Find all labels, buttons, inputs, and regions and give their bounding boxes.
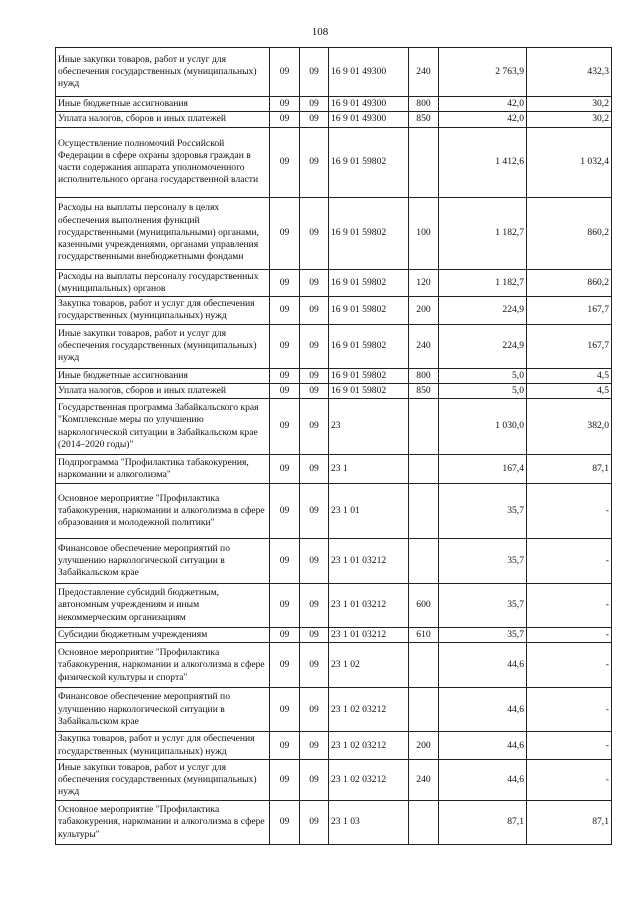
amount-approved-cell: 224,9 [439, 297, 527, 325]
amount-executed-cell: - [527, 732, 612, 760]
amount-executed-cell: 860,2 [527, 269, 612, 297]
section-code-cell: 09 [270, 48, 300, 97]
target-article-cell: 16 9 01 49300 [329, 48, 409, 97]
table-row [56, 643, 612, 688]
expense-type-cell: 600 [409, 584, 439, 628]
target-article-cell: 23 1 [329, 455, 409, 484]
subsection-code-cell: 09 [300, 539, 329, 584]
amount-approved-cell: 44,6 [439, 732, 527, 760]
subsection-code-cell: 09 [300, 643, 329, 688]
table-row [56, 127, 612, 197]
amount-executed-cell: 30,2 [527, 112, 612, 127]
amount-approved-cell: 87,1 [439, 800, 527, 844]
table-row [56, 324, 612, 368]
subsection-code-cell: 09 [300, 269, 329, 297]
expense-type-cell: 200 [409, 732, 439, 760]
table-row [56, 584, 612, 628]
section-code-cell: 09 [270, 455, 300, 484]
expense-type-cell: 240 [409, 759, 439, 800]
table-row [56, 269, 612, 297]
target-article-cell: 23 1 02 03212 [329, 759, 409, 800]
amount-executed-cell: 167,7 [527, 324, 612, 368]
section-code-cell: 09 [270, 197, 300, 269]
amount-approved-cell: 42,0 [439, 97, 527, 112]
amount-executed-cell: - [527, 484, 612, 539]
target-article-cell: 23 1 03 [329, 800, 409, 844]
target-article-cell: 23 1 02 03212 [329, 688, 409, 732]
section-code-cell: 09 [270, 643, 300, 688]
expense-type-cell [409, 539, 439, 584]
table-row [56, 368, 612, 383]
section-code-cell: 09 [270, 628, 300, 643]
expense-type-cell: 240 [409, 48, 439, 97]
section-code-cell: 09 [270, 324, 300, 368]
amount-approved-cell: 44,6 [439, 643, 527, 688]
amount-approved-cell: 1 182,7 [439, 269, 527, 297]
budget-table [55, 47, 612, 845]
section-code-cell: 09 [270, 759, 300, 800]
amount-executed-cell: 382,0 [527, 399, 612, 455]
table-row [56, 484, 612, 539]
row-name-cell: Предоставление субсидий бюджетным, автономным учреждениям и иным некоммерческим организациям [56, 584, 270, 628]
table-row [56, 297, 612, 325]
section-code-cell: 09 [270, 484, 300, 539]
page-number: 108 [311, 26, 329, 38]
target-article-cell: 23 1 01 [329, 484, 409, 539]
target-article-cell: 16 9 01 59802 [329, 383, 409, 398]
amount-executed-cell: - [527, 584, 612, 628]
amount-executed-cell: 1 032,4 [527, 127, 612, 197]
table-row [56, 197, 612, 269]
amount-executed-cell: 432,3 [527, 48, 612, 97]
row-name-cell: Иные закупки товаров, работ и услуг для обеспечения государственных (муниципальных) нужд [56, 48, 270, 97]
expense-type-cell [409, 643, 439, 688]
row-name-cell: Уплата налогов, сборов и иных платежей [56, 112, 270, 127]
expense-type-cell: 800 [409, 97, 439, 112]
subsection-code-cell: 09 [300, 759, 329, 800]
target-article-cell: 23 1 02 03212 [329, 732, 409, 760]
section-code-cell: 09 [270, 368, 300, 383]
row-name-cell: Иные закупки товаров, работ и услуг для обеспечения государственных (муниципальных) нужд [56, 759, 270, 800]
amount-approved-cell: 44,6 [439, 759, 527, 800]
section-code-cell: 09 [270, 112, 300, 127]
amount-approved-cell: 5,0 [439, 368, 527, 383]
amount-executed-cell: 87,1 [527, 455, 612, 484]
row-name-cell: Расходы на выплаты персоналу в целях обеспечения выполнения функций государственными (муниципальными) органами, казенными учреждениями, органами управления государственными внебюджетными фондами [56, 197, 270, 269]
subsection-code-cell: 09 [300, 48, 329, 97]
amount-approved-cell: 35,7 [439, 484, 527, 539]
amount-executed-cell: 4,5 [527, 368, 612, 383]
amount-approved-cell: 5,0 [439, 383, 527, 398]
amount-executed-cell: - [527, 628, 612, 643]
expense-type-cell: 240 [409, 324, 439, 368]
expense-type-cell: 120 [409, 269, 439, 297]
amount-executed-cell: - [527, 688, 612, 732]
amount-approved-cell: 224,9 [439, 324, 527, 368]
amount-executed-cell: 87,1 [527, 800, 612, 844]
section-code-cell: 09 [270, 688, 300, 732]
subsection-code-cell: 09 [300, 297, 329, 325]
target-article-cell: 16 9 01 59802 [329, 297, 409, 325]
target-article-cell: 23 [329, 399, 409, 455]
amount-approved-cell: 1 412,6 [439, 127, 527, 197]
row-name-cell: Государственная программа Забайкальского края "Комплексные меры по улучшению наркологической ситуации в Забайкальском крае (2014–2020 годы)" [56, 399, 270, 455]
target-article-cell: 23 1 01 03212 [329, 584, 409, 628]
table-row [56, 112, 612, 127]
expense-type-cell: 850 [409, 112, 439, 127]
row-name-cell: Основное мероприятие "Профилактика табакокурения, наркомании и алкоголизма в сфере физической культуры и спорта" [56, 643, 270, 688]
amount-executed-cell: 860,2 [527, 197, 612, 269]
table-row [56, 399, 612, 455]
subsection-code-cell: 09 [300, 112, 329, 127]
subsection-code-cell: 09 [300, 628, 329, 643]
section-code-cell: 09 [270, 584, 300, 628]
subsection-code-cell: 09 [300, 197, 329, 269]
amount-approved-cell: 35,7 [439, 584, 527, 628]
subsection-code-cell: 09 [300, 399, 329, 455]
expense-type-cell [409, 399, 439, 455]
amount-approved-cell: 44,6 [439, 688, 527, 732]
row-name-cell: Закупка товаров, работ и услуг для обеспечения государственных (муниципальных) нужд [56, 732, 270, 760]
amount-executed-cell: - [527, 539, 612, 584]
amount-approved-cell: 35,7 [439, 539, 527, 584]
row-name-cell: Расходы на выплаты персоналу государственных (муниципальных) органов [56, 269, 270, 297]
subsection-code-cell: 09 [300, 732, 329, 760]
subsection-code-cell: 09 [300, 368, 329, 383]
subsection-code-cell: 09 [300, 127, 329, 197]
section-code-cell: 09 [270, 297, 300, 325]
amount-executed-cell: 30,2 [527, 97, 612, 112]
expense-type-cell [409, 484, 439, 539]
table-row [56, 48, 612, 97]
table-row [56, 383, 612, 398]
amount-approved-cell: 167,4 [439, 455, 527, 484]
amount-approved-cell: 42,0 [439, 112, 527, 127]
expense-type-cell: 850 [409, 383, 439, 398]
expense-type-cell [409, 455, 439, 484]
subsection-code-cell: 09 [300, 800, 329, 844]
row-name-cell: Основное мероприятие "Профилактика табакокурения, наркомании и алкоголизма в сфере образования и молодежной политики" [56, 484, 270, 539]
expense-type-cell [409, 127, 439, 197]
subsection-code-cell: 09 [300, 484, 329, 539]
target-article-cell: 16 9 01 59802 [329, 127, 409, 197]
subsection-code-cell: 09 [300, 688, 329, 732]
subsection-code-cell: 09 [300, 324, 329, 368]
amount-approved-cell: 35,7 [439, 628, 527, 643]
row-name-cell: Подпрограмма "Профилактика табакокурения, наркомании и алкоголизма" [56, 455, 270, 484]
table-row [56, 688, 612, 732]
budget-table-body [56, 48, 612, 845]
amount-executed-cell: 4,5 [527, 383, 612, 398]
subsection-code-cell: 09 [300, 455, 329, 484]
amount-approved-cell: 1 030,0 [439, 399, 527, 455]
target-article-cell: 16 9 01 59802 [329, 269, 409, 297]
amount-executed-cell: 167,7 [527, 297, 612, 325]
section-code-cell: 09 [270, 269, 300, 297]
row-name-cell: Иные бюджетные ассигнования [56, 368, 270, 383]
section-code-cell: 09 [270, 539, 300, 584]
table-row [56, 800, 612, 844]
target-article-cell: 23 1 01 03212 [329, 628, 409, 643]
table-row [56, 732, 612, 760]
row-name-cell: Субсидии бюджетным учреждениям [56, 628, 270, 643]
section-code-cell: 09 [270, 97, 300, 112]
row-name-cell: Иные бюджетные ассигнования [56, 97, 270, 112]
table-row [56, 759, 612, 800]
expense-type-cell: 100 [409, 197, 439, 269]
table-row [56, 628, 612, 643]
target-article-cell: 16 9 01 59802 [329, 368, 409, 383]
target-article-cell: 23 1 01 03212 [329, 539, 409, 584]
target-article-cell: 16 9 01 49300 [329, 97, 409, 112]
table-row [56, 97, 612, 112]
row-name-cell: Осуществление полномочий Российской Федерации в сфере охраны здоровья граждан в части содержания аппарата уполномоченного исполнительного органа государственной власти [56, 127, 270, 197]
expense-type-cell [409, 800, 439, 844]
table-row [56, 539, 612, 584]
section-code-cell: 09 [270, 732, 300, 760]
target-article-cell: 16 9 01 59802 [329, 324, 409, 368]
target-article-cell: 23 1 02 [329, 643, 409, 688]
subsection-code-cell: 09 [300, 97, 329, 112]
subsection-code-cell: 09 [300, 584, 329, 628]
expense-type-cell: 610 [409, 628, 439, 643]
row-name-cell: Финансовое обеспечение мероприятий по улучшению наркологической ситуации в Забайкальском крае [56, 539, 270, 584]
table-row [56, 455, 612, 484]
row-name-cell: Иные закупки товаров, работ и услуг для обеспечения государственных (муниципальных) нужд [56, 324, 270, 368]
amount-approved-cell: 1 182,7 [439, 197, 527, 269]
target-article-cell: 16 9 01 49300 [329, 112, 409, 127]
section-code-cell: 09 [270, 127, 300, 197]
amount-executed-cell: - [527, 759, 612, 800]
expense-type-cell [409, 688, 439, 732]
section-code-cell: 09 [270, 383, 300, 398]
subsection-code-cell: 09 [300, 383, 329, 398]
section-code-cell: 09 [270, 800, 300, 844]
amount-approved-cell: 2 763,9 [439, 48, 527, 97]
amount-executed-cell: - [527, 643, 612, 688]
expense-type-cell: 200 [409, 297, 439, 325]
section-code-cell: 09 [270, 399, 300, 455]
target-article-cell: 16 9 01 59802 [329, 197, 409, 269]
row-name-cell: Основное мероприятие "Профилактика табакокурения, наркомании и алкоголизма в сфере культуры" [56, 800, 270, 844]
row-name-cell: Закупка товаров, работ и услуг для обеспечения государственных (муниципальных) нужд [56, 297, 270, 325]
row-name-cell: Финансовое обеспечение мероприятий по улучшению наркологической ситуации в Забайкальском крае [56, 688, 270, 732]
row-name-cell: Уплата налогов, сборов и иных платежей [56, 383, 270, 398]
expense-type-cell: 800 [409, 368, 439, 383]
